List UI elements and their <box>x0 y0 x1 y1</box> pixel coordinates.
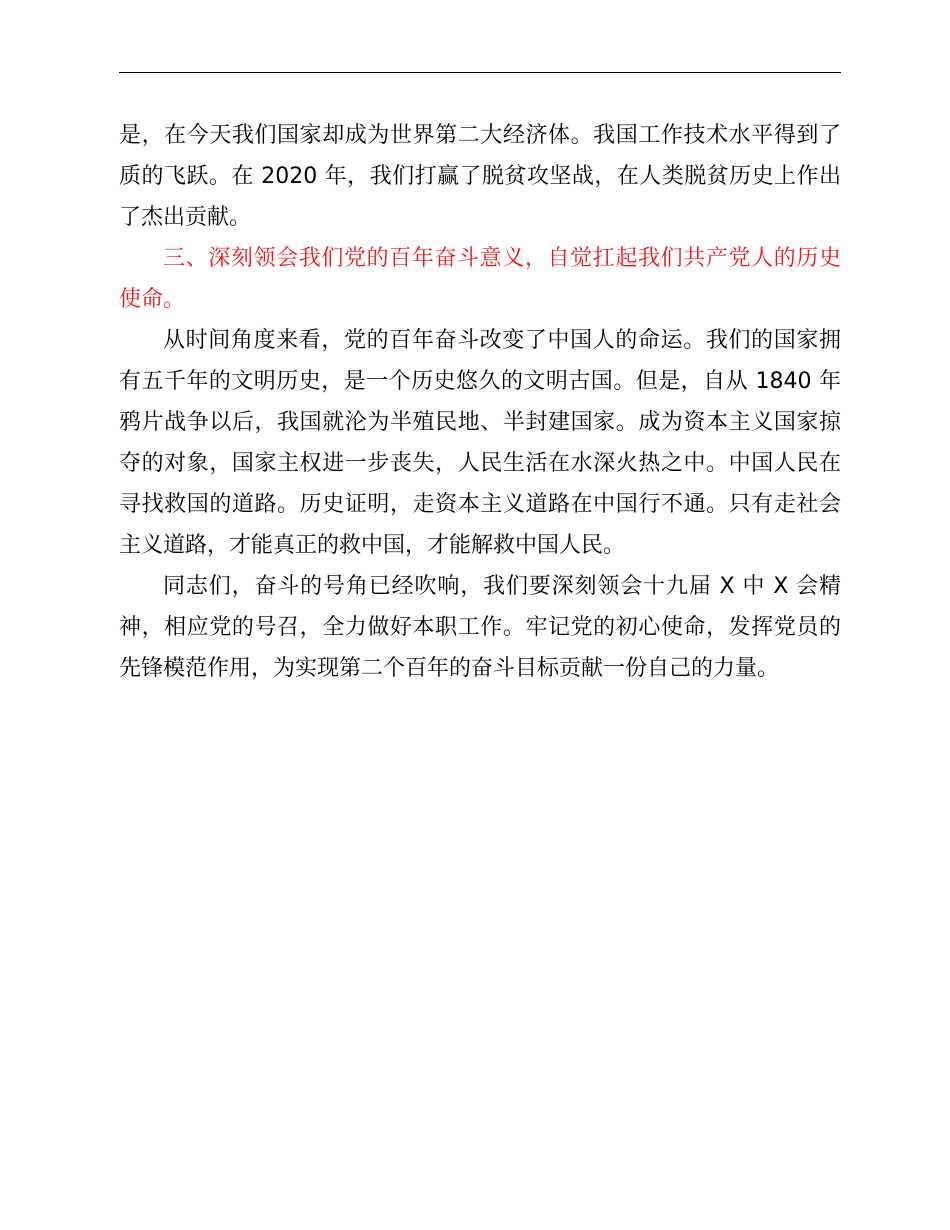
paragraph-history: 从时间角度来看，党的百年奋斗改变了中国人的命运。我们的国家拥有五千年的文明历史，是一个历史悠久的文明古国。但是，自从 1840 年鸦片战争以后，我国就沦为半殖民地、半封建国家。成为资本主义国家掠夺的对象，国家主权进一步丧失，人民生活在水深火热之中。中国人民在寻找救国的道路。历史证明，走资本主义道路在中国行不通。只有走社会主义道路，才能真正的救中国，才能解救中国人民。 <box>119 328 841 558</box>
header-rule <box>119 72 841 73</box>
paragraph-continuation: 是，在今天我们国家却成为世界第二大经济体。我国工作技术水平得到了质的飞跃。在 2020 年，我们打赢了脱贫攻坚战，在人类脱贫历史上作出了杰出贡献。 <box>119 123 841 230</box>
paragraph-call-to-action: 同志们，奋斗的号角已经吹响，我们要深刻领会十九届 X 中 X 会精神，相应党的号召，全力做好本职工作。牢记党的初心使命，发挥党员的先锋模范作用，为实现第二个百年的奋斗目标贡献一份自己的力量。 <box>119 574 841 681</box>
document-body <box>119 115 841 689</box>
section-heading-3: 三、深刻领会我们党的百年奋斗意义，自觉扛起我们共产党人的历史使命。 <box>119 246 841 312</box>
